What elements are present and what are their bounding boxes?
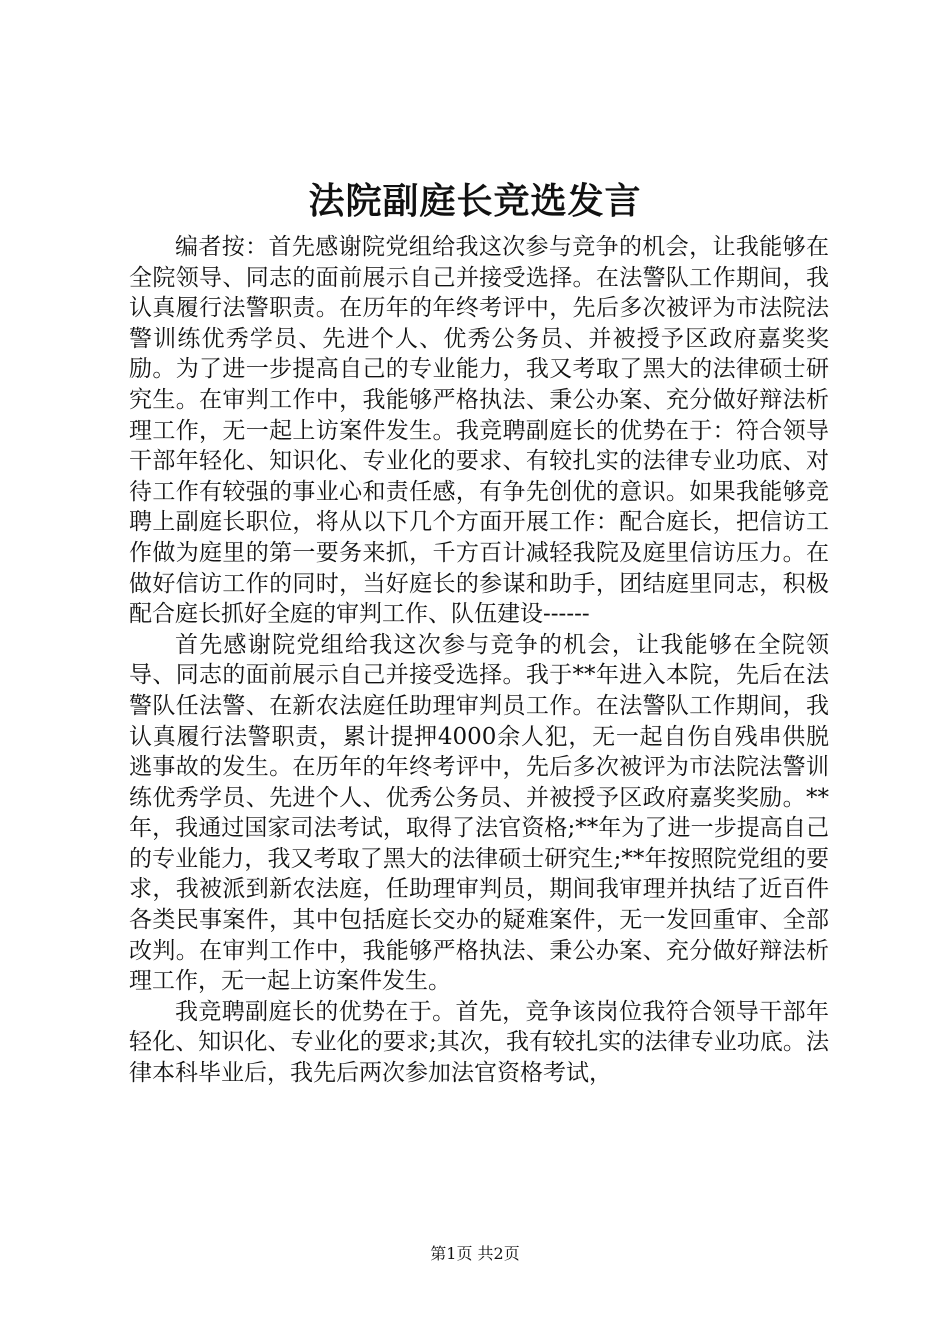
document-title: 法院副庭长竞选发言 — [308, 180, 642, 222]
paragraph-advantages: 我竞聘副庭长的优势在于。首先，竞争该岗位我符合领导干部年轻化、知识化、专业化的要求;其次，我有较扎实的法律专业功底。法律本科毕业后，我先后两次参加法官资格考试， — [129, 998, 829, 1087]
paragraph-introduction: 首先感谢院党组给我这次参与竞争的机会，让我能够在全院领导、同志的面前展示自己并接受选择。我于**年进入本院，先后在法警队任法警、在新农法庭任助理审判员工作。在法警队工作期间，我认真履行法警职责，累计提押4000余人犯，无一起自伤自残串供脱逃事故的发生。在历年的年终考评中，先后多次被评为市法院法警训练优秀学员、先进个人、优秀公务员、并被授予区政府嘉奖奖励。**年，我通过国家司法考试，取得了法官资格;**年为了进一步提高自己的专业能力，我又考取了黑大的法律硕士研究生;**年按照院党组的要求，我被派到新农法庭，任助理审判员，期间我审理并执结了近百件各类民事案件，其中包括庭长交办的疑难案件，无一发回重审、全部改判。在审判工作中，我能够严格执法、秉公办案、充分做好辩法析理工作，无一起上访案件发生。 — [129, 631, 829, 995]
document-body — [129, 232, 829, 1089]
paragraph-editor-note: 编者按：首先感谢院党组给我这次参与竞争的机会，让我能够在全院领导、同志的面前展示自己并接受选择。在法警队工作期间，我认真履行法警职责。在历年的年终考评中，先后多次被评为市法院法警训练优秀学员、先进个人、优秀公务员、并被授予区政府嘉奖奖励。为了进一步提高自己的专业能力，我又考取了黑大的法律硕士研究生。在审判工作中，我能够严格执法、秉公办案、充分做好辩法析理工作，无一起上访案件发生。我竞聘副庭长的优势在于：符合领导干部年轻化、知识化、专业化的要求、有较扎实的法律专业功底、对待工作有较强的事业心和责任感，有争先创优的意识。如果我能够竞聘上副庭长职位，将从以下几个方面开展工作：配合庭长，把信访工作做为庭里的第一要务来抓，千方百计减轻我院及庭里信访压力。在做好信访工作的同时，当好庭长的参谋和助手，团结庭里同志，积极配合庭长抓好全庭的审判工作、队伍建设------ — [129, 234, 829, 628]
page-number-footer: 第1页 共2页 — [430, 1244, 520, 1263]
